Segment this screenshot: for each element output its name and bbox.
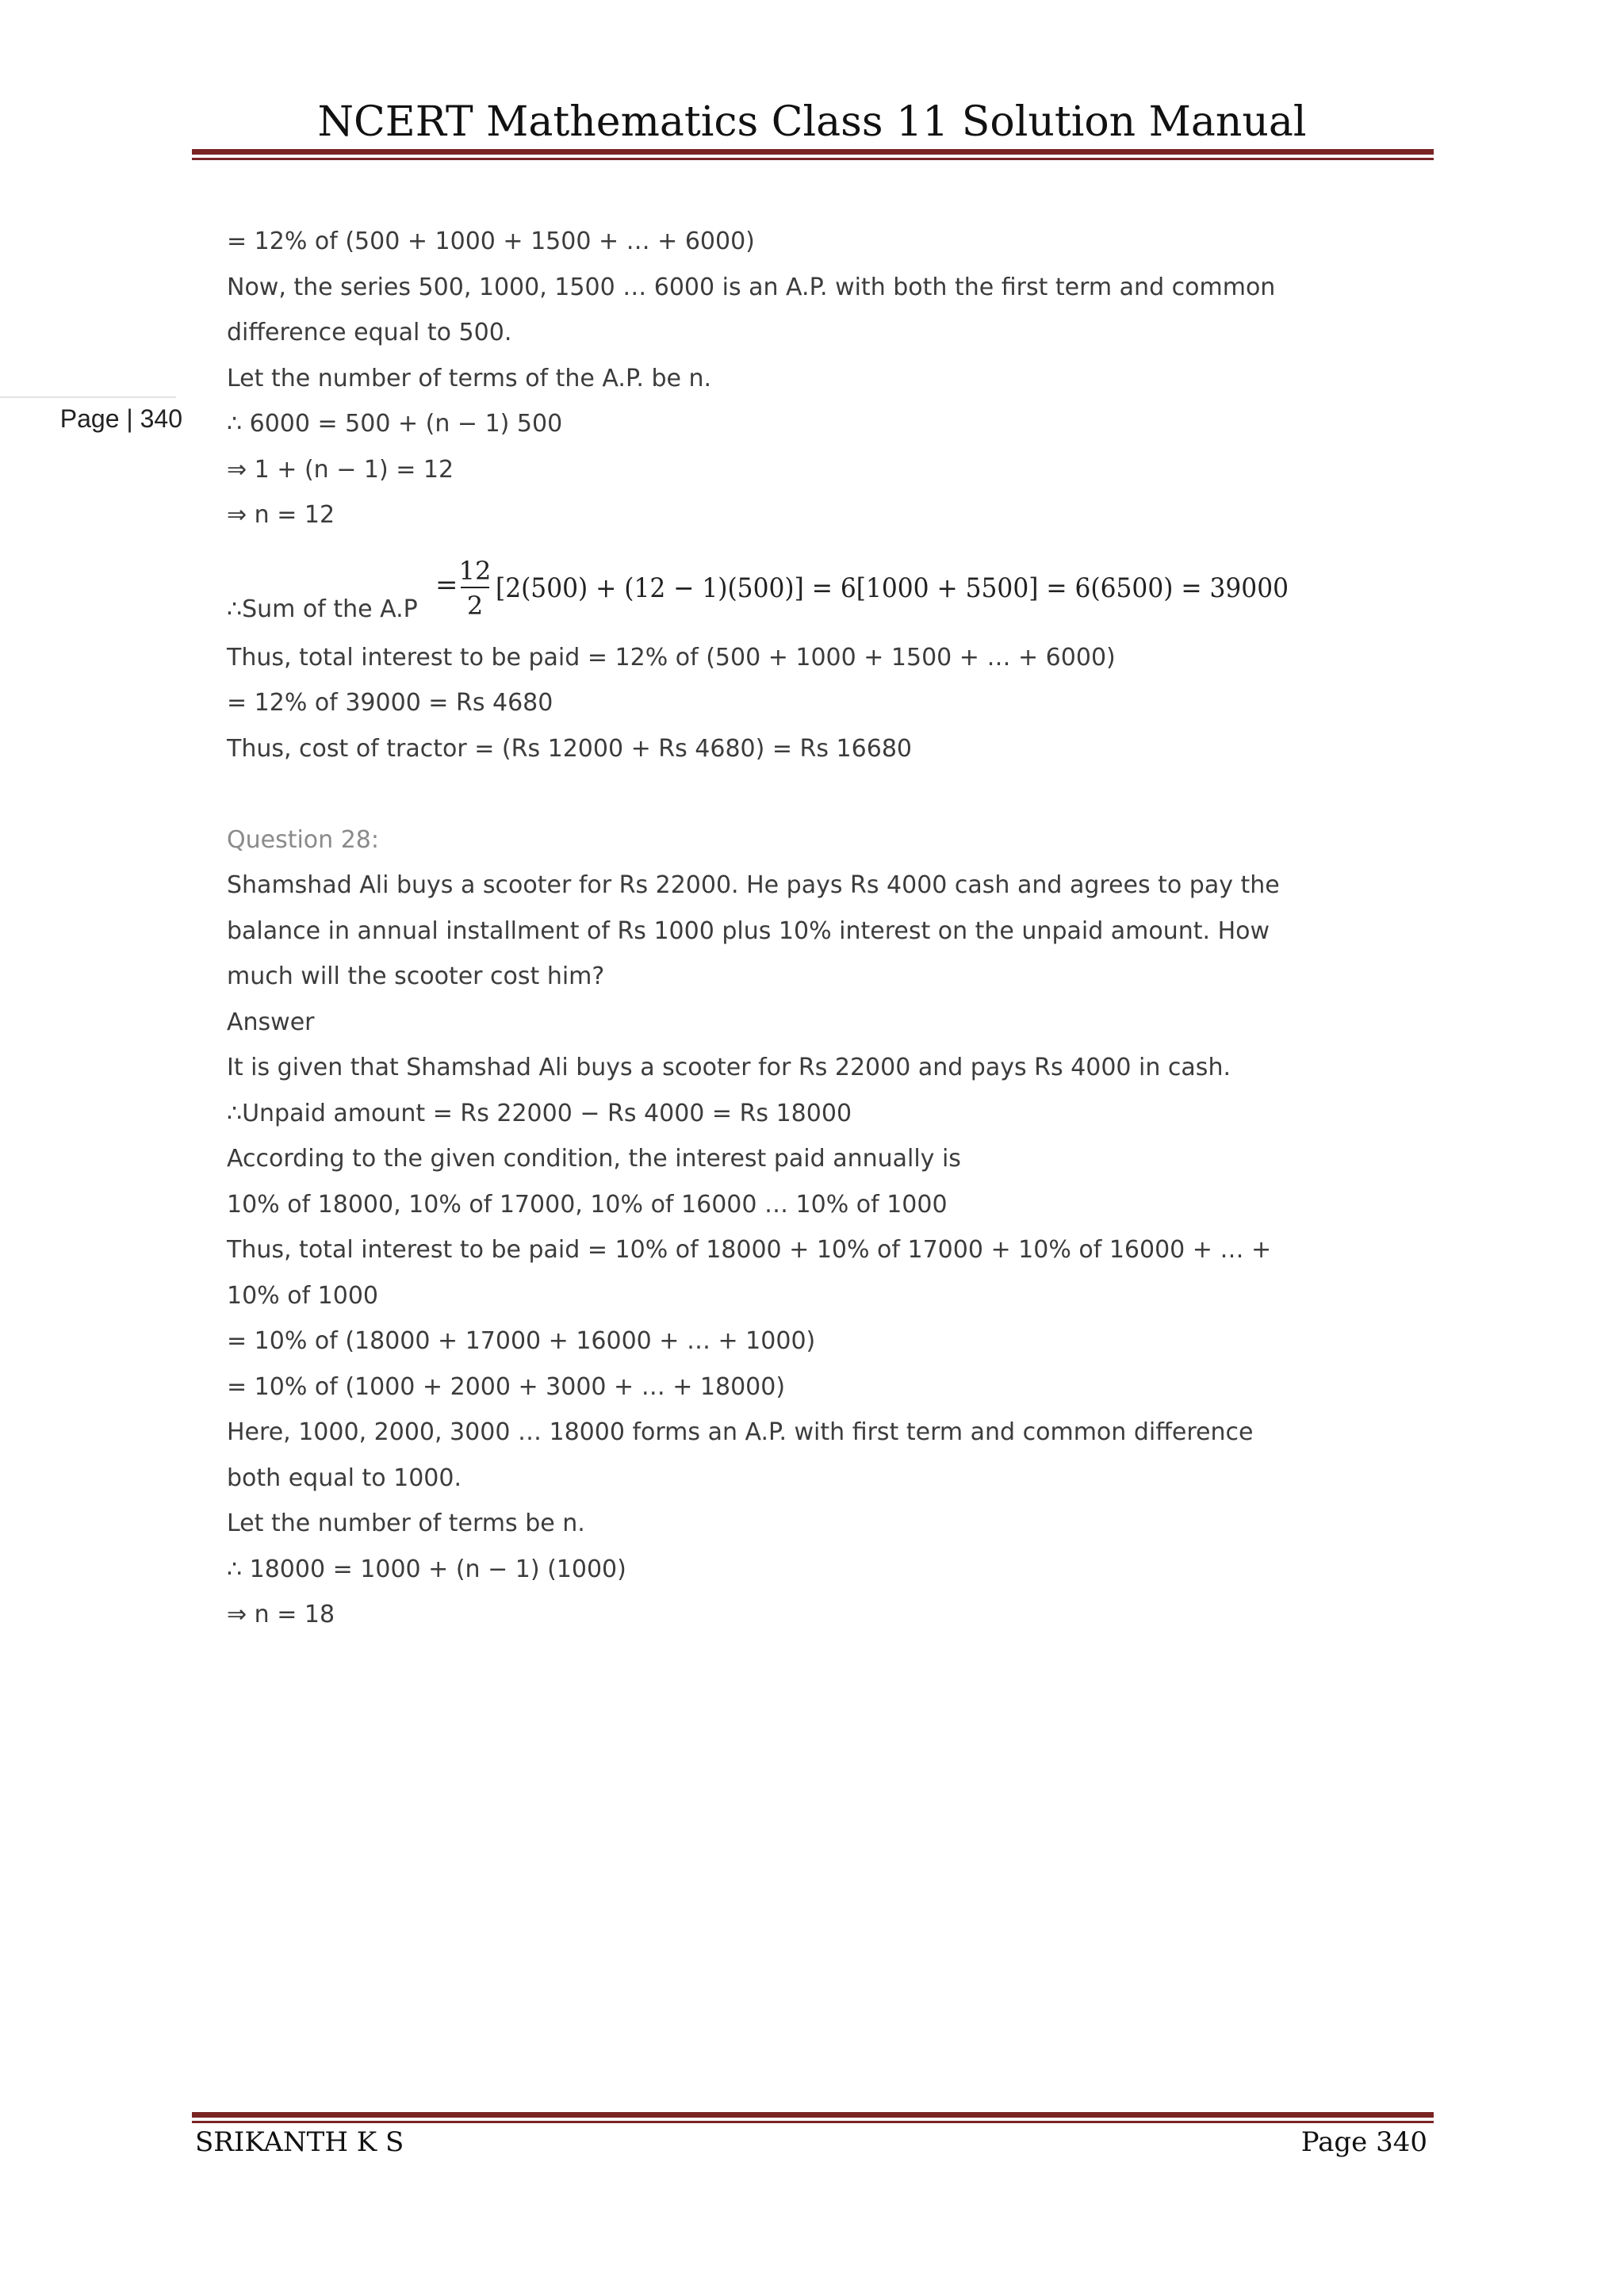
text-line: ∴ 6000 = 500 + (n − 1) 500	[227, 410, 563, 438]
document-title: NCERT Mathematics Class 11 Solution Manual	[317, 98, 1307, 146]
text-line: much will the scooter cost him?	[227, 962, 605, 990]
formula-label: ∴Sum of the A.P	[227, 595, 418, 623]
text-line: balance in annual installment of Rs 1000 plus 10% interest on the unpaid amount. How	[227, 916, 1270, 945]
text-line: Thus, total interest to be paid = 10% of 18000 + 10% of 17000 + 10% of 16000 + … +	[227, 1236, 1272, 1264]
side-divider	[0, 396, 176, 398]
text-line: ∴Unpaid amount = Rs 22000 − Rs 4000 = Rs 18000	[227, 1099, 852, 1127]
formula-numerator: 12	[458, 555, 492, 586]
text-line: Now, the series 500, 1000, 1500 … 6000 is an A.P. with both the first term and common	[227, 273, 1276, 301]
header-rule-thin	[192, 158, 1434, 160]
text-line: Here, 1000, 2000, 3000 … 18000 forms an A.P. with first term and common difference	[227, 1418, 1254, 1446]
formula-denominator: 2	[466, 590, 484, 621]
answer-label: Answer	[227, 1008, 315, 1036]
text-line: 10% of 1000	[227, 1281, 379, 1310]
solution-part-a	[227, 219, 1369, 538]
text-line: ⇒ n = 12	[227, 501, 335, 529]
sum-formula	[227, 538, 1369, 635]
text-line: difference equal to 500.	[227, 319, 512, 346]
solution-part-b	[227, 635, 1369, 772]
text-line: = 12% of 39000 = Rs 4680	[227, 689, 553, 717]
footer-author: SRIKANTH K S	[195, 2126, 404, 2158]
text-line: = 12% of (500 + 1000 + 1500 + … + 6000)	[227, 228, 755, 255]
text-line: = 10% of (1000 + 2000 + 3000 + … + 18000)	[227, 1372, 786, 1401]
solution-content	[227, 219, 1369, 1638]
text-line: both equal to 1000.	[227, 1464, 462, 1492]
text-line: ⇒ 1 + (n − 1) = 12	[227, 455, 454, 484]
formula-expression	[429, 538, 1349, 635]
text-line: 10% of 18000, 10% of 17000, 10% of 16000 … 10% of 1000	[227, 1190, 948, 1219]
text-line: ∴ 18000 = 1000 + (n − 1) (1000)	[227, 1555, 626, 1583]
footer-page-number: Page 340	[1300, 2126, 1427, 2158]
footer-rule-thin	[192, 2121, 1434, 2123]
text-line: Let the number of terms be n.	[227, 1510, 585, 1537]
formula-body: [2(500) + (12 − 1)(500)] = 6[1000 + 5500] = 6(6500) = 39000	[496, 572, 1289, 604]
text-line: According to the given condition, the interest paid annually is	[227, 1145, 961, 1173]
side-page-number: Page | 340	[59, 404, 182, 433]
text-line: Shamshad Ali buys a scooter for Rs 22000. He pays Rs 4000 cash and agrees to pay the	[227, 871, 1280, 899]
text-line: ⇒ n = 18	[227, 1601, 335, 1628]
header-rule-thick	[192, 149, 1434, 155]
svg-text:=: =	[435, 568, 458, 601]
text-line: Thus, cost of tractor = (Rs 12000 + Rs 4680) = Rs 16680	[227, 734, 912, 763]
spacer	[227, 771, 1369, 817]
text-line: Let the number of terms of the A.P. be n.	[227, 364, 712, 392]
footer-rule-thick	[192, 2112, 1434, 2118]
question-28-body	[227, 863, 1369, 1638]
text-line: It is given that Shamshad Ali buys a scooter for Rs 22000 and pays Rs 4000 in cash.	[227, 1054, 1231, 1081]
question-heading: Question 28:	[227, 825, 379, 854]
text-line: Thus, total interest to be paid = 12% of (500 + 1000 + 1500 + … + 6000)	[227, 643, 1116, 672]
text-line: = 10% of (18000 + 17000 + 16000 + … + 1000)	[227, 1327, 816, 1355]
